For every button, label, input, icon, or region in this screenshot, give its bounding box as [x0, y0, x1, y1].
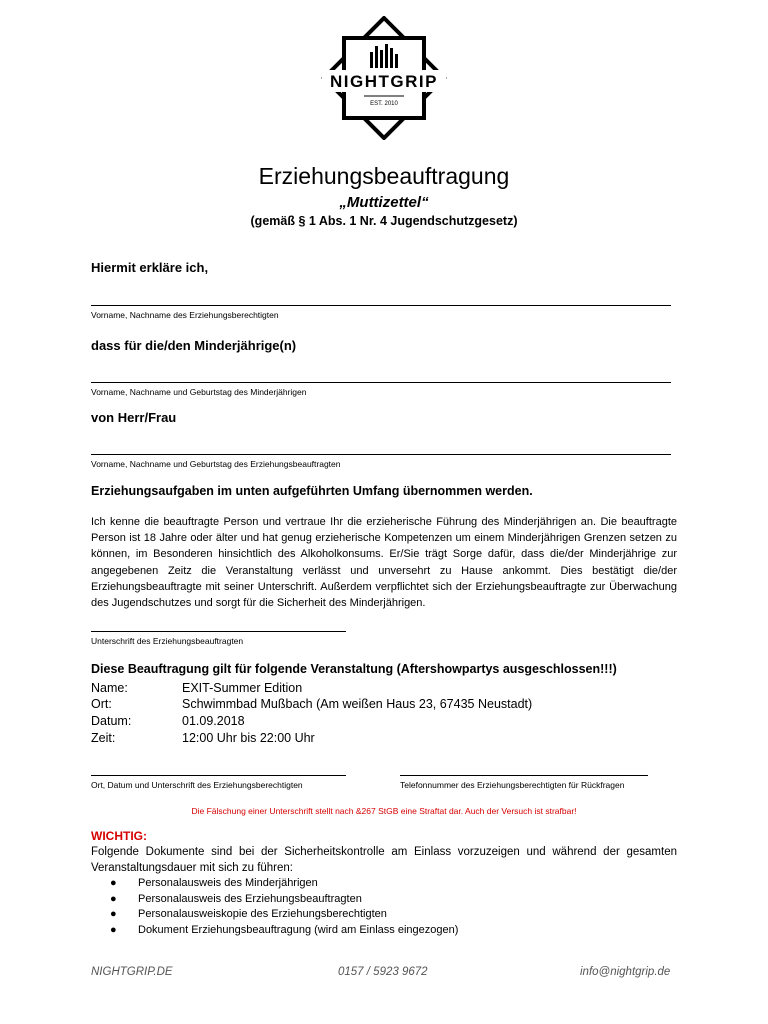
document-subtitle: „Muttizettel“: [339, 194, 429, 211]
guardian-name-field[interactable]: [91, 305, 671, 306]
guardian-signature-caption: Ort, Datum und Unterschrift des Erziehungsberechtigten: [91, 780, 303, 790]
minor-name-field[interactable]: [91, 382, 671, 383]
bullet-icon: ●: [110, 923, 117, 936]
law-reference: (gemäß § 1 Abs. 1 Nr. 4 Jugendschutzgesetz): [250, 214, 518, 228]
minor-name-caption: Vorname, Nachname und Geburtstag des Minderjährigen: [91, 387, 307, 397]
logo-wordmark: NIGHTGRIP: [330, 72, 438, 91]
event-value: 01.09.2018: [182, 714, 245, 728]
footer-website: NIGHTGRIP.DE: [91, 966, 173, 978]
event-row-date: [91, 714, 245, 728]
list-item-text: Personalausweis des Minderjährigen: [138, 877, 318, 889]
list-item: [110, 907, 458, 923]
guardian-phone-field[interactable]: [400, 775, 648, 776]
logo-established: EST. 2010: [370, 101, 398, 107]
footer-email: info@nightgrip.de: [580, 966, 671, 978]
event-row-location: [91, 697, 532, 711]
event-value: Schwimmbad Mußbach (Am weißen Haus 23, 67435 Neustadt): [182, 697, 533, 711]
declaration-paragraph: Ich kenne die beauftragte Person und vertraue Ihr die erzieherische Führung des Minderjährigen an. Die beauftragte Person ist 18 Jahre oder älter und hat genug erzieherische Kompetenzen um einem Minderjährigen Grenzen setzen zu können, im Besonderen hinsichtlich des Alkoholkonsums. Er/Sie trägt Sorge dafür, dass die/der Minderjährige zur angegebenen Zeitz die Veranstaltung verlässt und unversehrt zu Hause ankommt. Dies bestätigt die/der Erziehungsbeauftragte mit seiner Unterschrift. Außerdem verpflichtet sich der Erziehungsbeauftragte zur Überwachung des Jugendschutzes und sorgt für die Sicherheit des Minderjährigen.: [91, 516, 677, 610]
delegate-name-caption: Vorname, Nachname und Geburtstag des Erziehungsbeauftragten: [91, 459, 341, 469]
bullet-icon: ●: [110, 877, 117, 889]
footer-phone: 0157 / 5923 9672: [338, 966, 428, 978]
declaration-heading: Hiermit erkläre ich,: [91, 260, 209, 275]
list-item-text: Dokument Erziehungsbeauftragung (wird am Einlass eingezogen): [138, 923, 459, 936]
required-documents-list: [110, 876, 458, 938]
guardian-phone-caption: Telefonnummer des Erziehungsberechtigten für Rückfragen: [400, 780, 625, 790]
delegate-name-field[interactable]: [91, 454, 671, 455]
event-row-name: [91, 681, 302, 695]
list-item: [110, 876, 458, 892]
event-label: Zeit:: [91, 731, 116, 745]
forgery-warning: Die Fälschung einer Unterschrift stellt nach &267 StGB eine Straftat dar. Auch der Versuch ist strafbar!: [191, 806, 577, 816]
list-item-text: Personalausweis des Erziehungsbeauftragten: [138, 892, 362, 905]
bullet-icon: ●: [110, 908, 117, 920]
event-label: Name:: [91, 681, 128, 695]
event-label: Datum:: [91, 714, 132, 728]
documents-intro: Folgende Dokumente sind bei der Sicherheitskontrolle am Einlass vorzuzeigen und während der gesamten Veranstaltungsdauer mit sich zu führen:: [91, 846, 677, 874]
event-heading: Diese Beauftragung gilt für folgende Veranstaltung (Aftershowpartys ausgeschlossen!!!): [91, 662, 617, 676]
guardian-name-caption: Vorname, Nachname des Erziehungsberechtigten: [91, 310, 279, 320]
event-value: 12:00 Uhr bis 22:00 Uhr: [182, 731, 315, 745]
guardian-signature-field[interactable]: [91, 775, 346, 776]
delegate-signature-field[interactable]: [91, 631, 346, 632]
logo-emblem: [320, 16, 448, 140]
list-item-text: Personalausweiskopie des Erziehungsberechtigten: [138, 908, 387, 920]
document-title: Erziehungsbeauftragung: [258, 163, 510, 189]
event-label: Ort:: [91, 697, 112, 711]
important-label: WICHTIG:: [91, 829, 147, 843]
list-item: [110, 892, 458, 908]
list-item: [110, 923, 458, 939]
delegate-signature-caption: Unterschrift des Erziehungsbeauftragten: [91, 636, 244, 646]
duties-heading: Erziehungsaufgaben im unten aufgeführten Umfang übernommen werden.: [91, 484, 533, 498]
bullet-icon: ●: [110, 892, 117, 905]
event-value: EXIT-Summer Edition: [182, 681, 303, 695]
delegate-heading: von Herr/Frau: [91, 410, 177, 425]
minor-heading: dass für die/den Minderjährige(n): [91, 338, 297, 353]
nightgrip-logo: [320, 16, 448, 140]
event-row-time: [91, 731, 315, 745]
